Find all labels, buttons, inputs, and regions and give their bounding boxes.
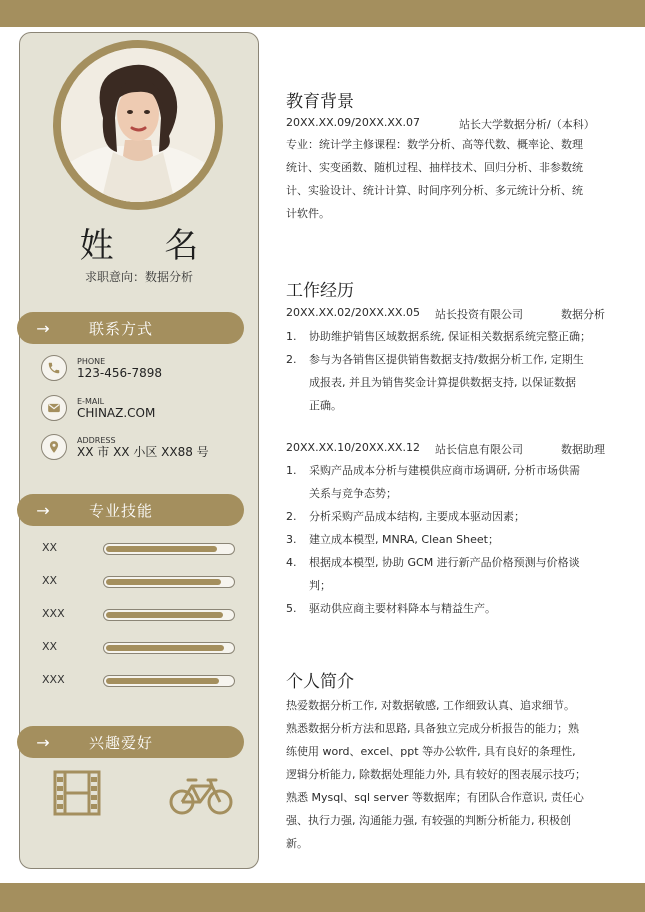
education-school: 站长大学数据分析/（本科） <box>459 118 595 131</box>
item-number: 5. <box>286 602 297 615</box>
email-label: E-MAIL <box>77 396 105 406</box>
skill-bar-fill <box>106 546 217 552</box>
arrow-right-icon: → <box>36 318 50 338</box>
skill-row <box>42 673 237 689</box>
skill-bar <box>103 675 235 687</box>
about-line: 练使用 word、excel、ppt 等办公软件, 具有良好的条理性, <box>286 745 576 758</box>
duty-line: 根据成本模型, 协助 GCM 进行新产品价格预测与价格谈 <box>309 556 580 569</box>
job-duty-item <box>286 459 610 505</box>
contact-email <box>41 393 155 423</box>
portrait-image <box>61 48 215 202</box>
mail-icon <box>41 395 67 421</box>
duty-line: 成报表, 并且为销售奖金计算提供数据支持, 以保证数据 <box>309 376 576 389</box>
job-intention: 求职意向：数据分析 <box>84 270 193 284</box>
about-line: 熟悉 Mysql、sql server 等数据库；有团队合作意识, 责任心 <box>286 791 584 804</box>
about-line: 熟悉数据分析方法和思路, 具备独立完成分析报告的能力；熟 <box>286 722 579 735</box>
job-duties-list <box>286 325 610 417</box>
item-number: 4. <box>286 556 297 569</box>
item-number: 2. <box>286 510 297 523</box>
arrow-right-icon: → <box>36 732 50 752</box>
top-accent-bar <box>0 0 645 27</box>
duty-line: 协助维护销售区域数据系统, 保证相关数据系统完整正确； <box>309 330 591 343</box>
item-number: 3. <box>286 533 297 546</box>
location-icon <box>41 434 67 460</box>
film-icon <box>53 770 101 820</box>
job-duty-item <box>286 528 610 551</box>
duty-line: 正确。 <box>309 399 342 412</box>
job-duty-item <box>286 325 610 348</box>
phone-value: 123-456-7898 <box>77 365 163 380</box>
bicycle-icon <box>168 774 234 820</box>
job-duty-item <box>286 597 610 620</box>
about-line: 强、执行力强, 沟通能力强, 有较强的判断分析能力, 积极创 <box>286 814 571 827</box>
education-line: 计软件。 <box>286 207 330 220</box>
skill-name: XX <box>42 574 58 587</box>
arrow-right-icon: → <box>36 500 50 520</box>
about-line: 新。 <box>286 837 308 850</box>
job-header <box>286 441 610 457</box>
skill-bar-fill <box>106 678 219 684</box>
phone-label: PHONE <box>77 356 106 366</box>
contact-section-title: 联系方式 <box>89 319 154 338</box>
skills-section-title: 专业技能 <box>89 501 154 520</box>
job-company: 站长投资有限公司 <box>435 308 523 321</box>
skills-section-header <box>17 494 244 526</box>
duty-line: 建立成本模型, MNRA, Clean Sheet； <box>309 533 499 546</box>
job-period: 20XX.XX.02/20XX.XX.05 <box>286 306 420 319</box>
contact-section-header <box>17 312 244 344</box>
education-line: 统计、实变函数、随机过程、抽样技术、回归分析、非参数统 <box>286 161 583 174</box>
address-label: ADDRESS <box>77 435 116 445</box>
skill-row <box>42 541 237 557</box>
about-title: 个人简介 <box>286 672 354 692</box>
contact-phone <box>41 353 162 383</box>
duty-line: 采购产品成本分析与建模供应商市场调研, 分析市场供需 <box>309 464 580 477</box>
skill-bar <box>103 609 235 621</box>
skill-bar-fill <box>106 645 224 651</box>
skill-row <box>42 640 237 656</box>
education-line: 计、实验设计、统计计算、时间序列分析、多元统计分析、统 <box>286 184 583 197</box>
job-duty-item <box>286 551 610 597</box>
phone-icon <box>41 355 67 381</box>
item-number: 2. <box>286 353 297 366</box>
job-duty-item <box>286 505 610 528</box>
education-details <box>286 133 609 225</box>
job-header <box>286 306 610 322</box>
skill-bar <box>103 642 235 654</box>
job-duty-item <box>286 348 610 417</box>
avatar-frame <box>53 40 223 210</box>
skill-row <box>42 607 237 623</box>
duty-line: 参与为各销售区提供销售数据支持/数据分析工作, 定期生 <box>309 353 584 366</box>
about-line: 热爱数据分析工作, 对数据敏感, 工作细致认真、追求细节。 <box>286 699 575 712</box>
duty-line: 驱动供应商主要材料降本与精益生产。 <box>309 602 496 615</box>
skill-bar-fill <box>106 579 221 585</box>
job-period: 20XX.XX.10/20XX.XX.12 <box>286 441 420 454</box>
skill-name: XXX <box>42 673 65 686</box>
item-number: 1. <box>286 464 297 477</box>
person-name: 姓 名 <box>79 226 219 266</box>
about-text <box>286 694 609 855</box>
skill-bar-fill <box>106 612 223 618</box>
about-line: 逻辑分析能力, 除数据处理能力外, 具有较好的图表展示技巧； <box>286 768 586 781</box>
job-role: 数据分析 <box>561 308 605 321</box>
avatar <box>61 48 215 202</box>
job-company: 站长信息有限公司 <box>435 443 523 456</box>
email-value: CHINAZ.COM <box>77 405 156 420</box>
skill-bar <box>103 576 235 588</box>
contact-address <box>41 432 209 462</box>
item-number: 1. <box>286 330 297 343</box>
hobbies-section-title: 兴趣爱好 <box>89 733 154 752</box>
skill-name: XX <box>42 541 58 554</box>
education-period: 20XX.XX.09/20XX.XX.07 <box>286 116 420 129</box>
education-title: 教育背景 <box>286 92 354 112</box>
skill-bar <box>103 543 235 555</box>
job-duties-list <box>286 459 610 620</box>
education-line: 专业：统计学主修课程：数学分析、高等代数、概率论、数理 <box>286 138 583 151</box>
skill-row <box>42 574 237 590</box>
duty-line: 分析采购产品成本结构, 主要成本驱动因素； <box>309 510 525 523</box>
job-role: 数据助理 <box>561 443 605 456</box>
skill-name: XXX <box>42 607 65 620</box>
hobbies-section-header <box>17 726 244 758</box>
work-title: 工作经历 <box>286 281 354 301</box>
address-value: XX 市 XX 小区 XX88 号 <box>77 444 209 459</box>
duty-line: 判； <box>309 579 331 592</box>
skill-name: XX <box>42 640 58 653</box>
bottom-accent-bar <box>0 883 645 912</box>
duty-line: 关系与竞争态势； <box>309 487 397 500</box>
